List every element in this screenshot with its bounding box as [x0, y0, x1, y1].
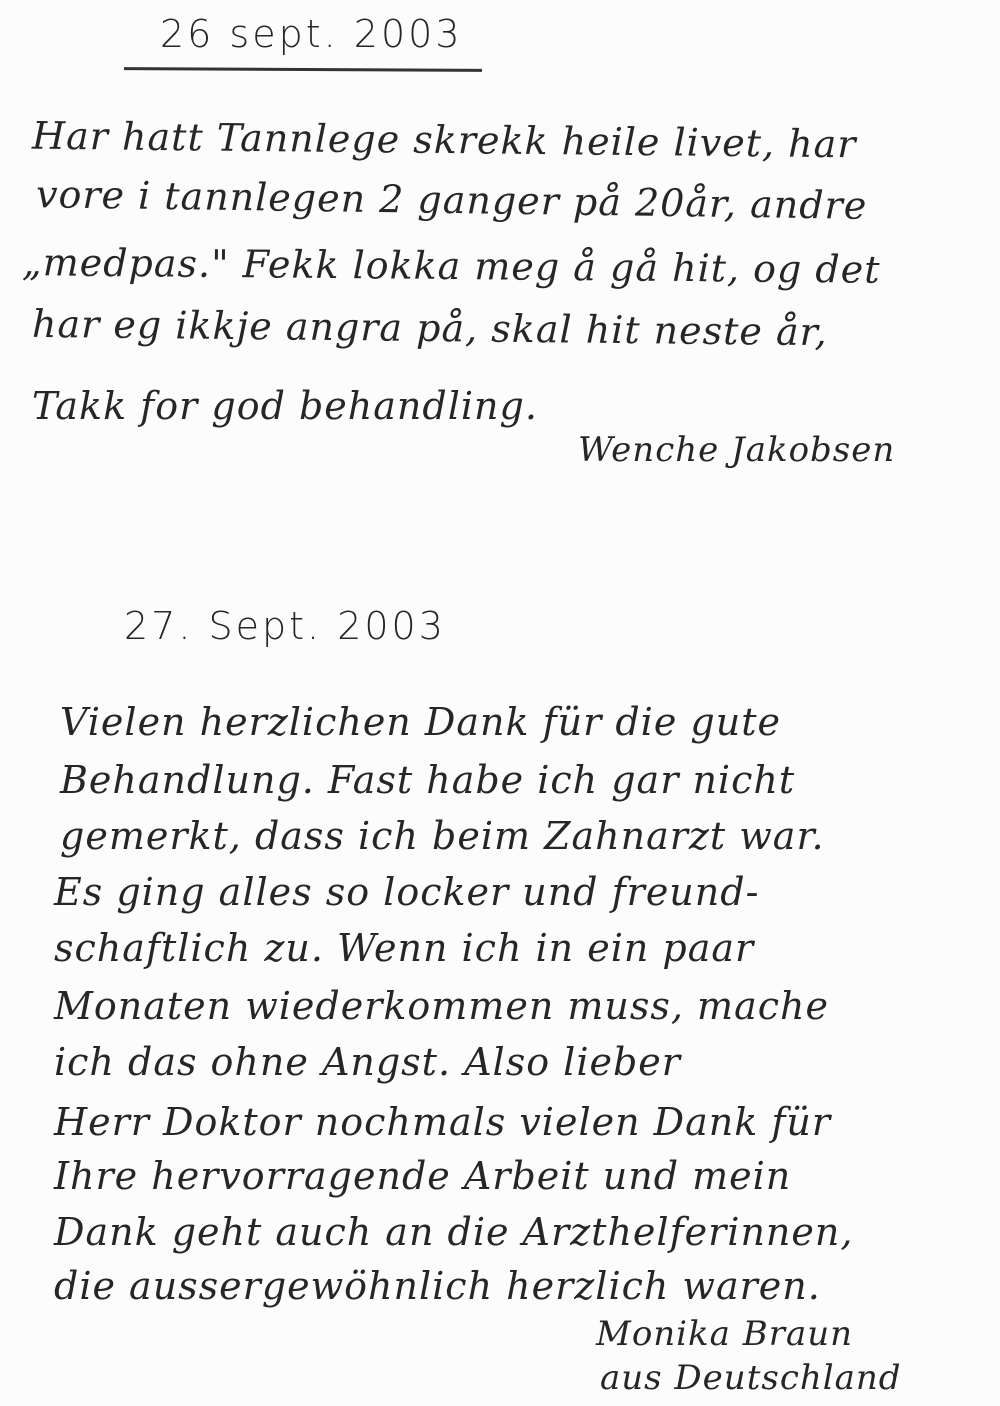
- entry1-line-3: „medpas." Fekk lokka meg å gå hit, og det: [21, 240, 881, 292]
- entry2-line-11: die aussergewöhnlich herzlich waren.: [54, 1264, 821, 1308]
- entry1-line-4: har eg ikkje angra på, skal hit neste år,: [31, 301, 828, 355]
- entry1-signature: Wenche Jakobsen: [578, 430, 896, 470]
- entry2-line-8: Herr Doktor nochmals vielen Dank für: [54, 1100, 832, 1144]
- entry1-line-5: Takk for god behandling.: [32, 384, 538, 428]
- entry2-date: 27. Sept. 2003: [124, 604, 446, 648]
- entry2-line-10: Dank geht auch an die Arzthelferinnen,: [54, 1210, 854, 1254]
- date-underline: [124, 67, 482, 72]
- entry2-line-3: gemerkt, dass ich beim Zahnarzt war.: [60, 814, 825, 858]
- entry2-signature-name: Monika Braun: [596, 1314, 854, 1354]
- entry2-line-2: Behandlung. Fast habe ich gar nicht: [60, 758, 796, 802]
- entry1-date: 26 sept. 2003: [160, 12, 463, 56]
- entry2-line-4: Es ging alles so locker und freund-: [54, 870, 760, 914]
- entry2-line-6: Monaten wiederkommen muss, mache: [54, 984, 829, 1028]
- entry2-line-7: ich das ohne Angst. Also lieber: [54, 1040, 681, 1084]
- entry1-line-1: Har hatt Tannlege skrekk heile livet, har: [31, 113, 857, 167]
- entry2-signature-origin: aus Deutschland: [600, 1358, 902, 1398]
- entry2-line-5: schaftlich zu. Wenn ich in ein paar: [54, 926, 755, 970]
- entry1-line-2: vore i tannlegen 2 ganger på 20år, andre: [35, 172, 868, 228]
- entry2-line-9: Ihre hervorragende Arbeit und mein: [54, 1154, 792, 1198]
- entry2-line-1: Vielen herzlichen Dank für die gute: [60, 700, 781, 744]
